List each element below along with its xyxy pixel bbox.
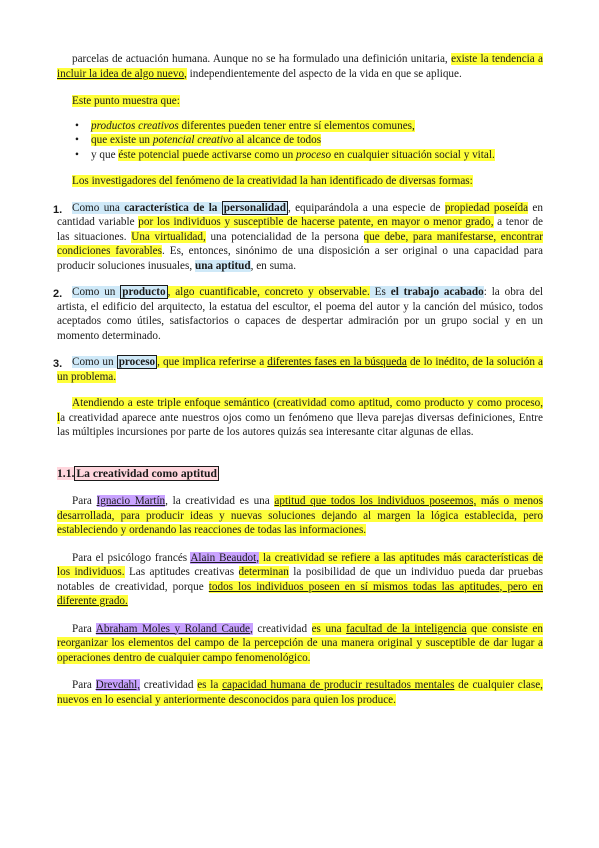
moles-paragraph bbox=[57, 622, 543, 666]
martin-aptitud: aptitud que todos los individuos poseemos, bbox=[274, 495, 477, 507]
bullet-3-highlight bbox=[118, 149, 494, 161]
bullet-1-text: diferentes pueden tener entre sí elementos comunes, bbox=[178, 119, 415, 132]
item-3-text: , que implica referirse a bbox=[157, 356, 268, 368]
item-1-text-2: en cantidad variable bbox=[57, 201, 543, 228]
moles-name: Abraham Moles y Roland Caude, bbox=[95, 622, 253, 635]
item-1-number: 1. bbox=[53, 203, 63, 216]
beaudot-paragraph bbox=[57, 551, 543, 609]
item-1-virtualidad: Una virtualidad, bbox=[131, 230, 206, 243]
investigadores-paragraph bbox=[57, 174, 543, 189]
beaudot-lead: Para el psicólogo francés bbox=[72, 551, 191, 564]
item-3-lead: Como un bbox=[72, 356, 117, 368]
bullet-2-highlight bbox=[91, 134, 321, 146]
item-1-condiciones: que debe, para manifestarse, encontrar condiciones favorables bbox=[57, 230, 544, 257]
item-1-individuos: por los individuos y susceptible de hacerse patente, en mayor o menor grado, bbox=[138, 216, 494, 228]
item-1-text: , equiparándola a una especie de bbox=[287, 201, 445, 214]
document-page bbox=[53, 52, 544, 707]
item-2-es: Es bbox=[369, 286, 391, 298]
item-1-text-5: . Es, entonces, sinónimo de una disposición a ser original o una capacidad para producir soluciones inusuales, bbox=[57, 245, 543, 272]
item-1-end: , en suma. bbox=[250, 259, 296, 272]
section-heading-highlight bbox=[57, 467, 219, 480]
moles-text: creatividad bbox=[252, 622, 312, 635]
drevdahl-capacidad: capacidad humana de producir resultados mentales bbox=[222, 679, 455, 691]
punto-text: Este punto muestra que: bbox=[72, 95, 180, 107]
bullet-3-text: éste potencial puede activarse como un bbox=[118, 148, 297, 161]
item-3-end: de lo inédito, de la solución a un problema. bbox=[57, 356, 544, 383]
item-1-propiedad: propiedad poseída bbox=[444, 201, 529, 214]
bullet-2-italic: potencial creativo bbox=[152, 134, 234, 146]
item-2-highlight-a bbox=[72, 286, 168, 298]
beaudot-determinan: determinan bbox=[238, 566, 289, 578]
bullet-marker: • bbox=[75, 134, 79, 146]
martin-end: más o menos desarrollada, para producir ideas y nuevas soluciones dejando al margen la lógica establecida, pero estableciendo y ordenando las reacciones de todas las informaciones. bbox=[57, 495, 543, 536]
item-2-lead: Como un bbox=[72, 286, 121, 298]
item-2-paragraph bbox=[53, 285, 544, 343]
martin-lead: Para bbox=[72, 495, 97, 507]
item-3-paragraph bbox=[53, 355, 544, 384]
beaudot-text-2: la posibilidad de que un individuo pueda dar pruebas notables de creatividad, porque bbox=[57, 566, 543, 593]
drevdahl-end: de cualquier clase, nuevos en lo esencial y anteriormente desconocidos para quien los produce. bbox=[57, 679, 543, 706]
item-3-highlight-a bbox=[72, 356, 157, 368]
item-1-highlight-a bbox=[72, 202, 288, 214]
bullet-1-highlight bbox=[91, 120, 415, 132]
beaudot-highlight: la creatividad se refiere a las aptitudes más características de los individuos. bbox=[57, 551, 544, 578]
drevdahl-text: creatividad bbox=[140, 679, 198, 691]
intro-end: independientemente del aspecto de la vida en que se aplique. bbox=[189, 67, 462, 80]
atendiendo-text: a creatividad aparece ante nuestros ojos como un fenómeno que lleva parejas diversas definiciones, Entre las múltiples incursiones por parte de los autores quizás sea interesante citar algunas de ellas. bbox=[57, 411, 543, 438]
moles-facultad: facultad de la inteligencia bbox=[346, 622, 467, 635]
item-1-bold: característica de la bbox=[124, 201, 222, 214]
item-2-cuantificable: , algo cuantificable, concreto y observable. bbox=[167, 286, 370, 298]
drevdahl-paragraph bbox=[57, 678, 543, 707]
item-2-number: 2. bbox=[53, 288, 63, 300]
bullet-3-text-end: en cualquier situación social y vital. bbox=[331, 148, 495, 161]
martin-name: Ignacio Martín bbox=[96, 495, 166, 507]
bullet-2-text-end: al alcance de todos bbox=[233, 134, 322, 146]
item-2-text: : la obra del artista, el edificio del arquitecto, la estatua del escultor, el poema del autor y la canción del músico, todos aceptados como útiles, satisfactorios o capaces de despertar admiración por un grupo social y en un momento determinado. bbox=[57, 286, 544, 342]
item-1-text-3: a tenor de las situaciones. bbox=[57, 216, 543, 243]
bullet-1-italic: productos creativos bbox=[91, 119, 179, 132]
bullet-marker: • bbox=[75, 148, 79, 161]
intro-paragraph bbox=[57, 52, 543, 81]
item-1-boxed-term: personalidad bbox=[223, 201, 286, 214]
section-title: La creatividad como aptitud bbox=[76, 466, 217, 480]
item-2-boxed-term: producto bbox=[122, 286, 166, 298]
bullet-3-lead: y que bbox=[91, 148, 119, 161]
item-1-paragraph bbox=[53, 201, 544, 274]
beaudot-text: Las aptitudes creativas bbox=[124, 566, 239, 578]
bullet-marker: • bbox=[75, 119, 79, 132]
moles-es: es una bbox=[311, 622, 347, 635]
list-item bbox=[75, 119, 543, 134]
intro-new-idea: incluir la idea de algo nuevo, bbox=[57, 67, 187, 80]
intro-text: parcelas de actuación humana. Aunque no se ha formulado una definición unitaria, bbox=[72, 53, 448, 65]
drevdahl-name: Drevdahl, bbox=[95, 679, 141, 691]
drevdahl-lead: Para bbox=[72, 679, 96, 691]
atendiendo-paragraph bbox=[57, 396, 543, 440]
list-item bbox=[75, 148, 543, 163]
item-1-aptitud: una aptitud bbox=[194, 259, 251, 272]
moles-end: que consiste en reorganizar los elementos del campo de la percepción de una manera original y susceptible de dar lugar a operaciones dentro de cualquier campo fenomenológico. bbox=[57, 622, 543, 664]
martin-paragraph bbox=[57, 494, 543, 538]
intro-tendency: existe la tendencia a bbox=[451, 53, 544, 65]
section-number: 1.1. bbox=[57, 466, 75, 480]
item-3-boxed-term: proceso bbox=[118, 356, 156, 368]
section-heading bbox=[57, 467, 543, 482]
item-1-text-4: una potencialidad de la persona bbox=[205, 230, 364, 243]
atendiendo-highlight: Atendiendo a este triple enfoque semántico (creatividad como aptitud, como producto y como proceso, l bbox=[57, 397, 543, 424]
item-2-highlight-b bbox=[370, 286, 484, 298]
list-item bbox=[75, 133, 543, 148]
item-2-bold: el trabajo acabado bbox=[390, 286, 484, 298]
beaudot-end: todos los individuos poseen en sí mismos todas las aptitudes, pero en diferente grado. bbox=[57, 580, 543, 607]
investigadores-text: Los investigadores del fenómeno de la creatividad la han identificado de diversas formas: bbox=[72, 175, 473, 187]
bullet-3-italic: proceso bbox=[296, 148, 332, 161]
martin-text: , la creatividad es una bbox=[165, 495, 275, 507]
bullet-2-text: que existe un bbox=[91, 134, 153, 146]
item-3-fases: diferentes fases en la búsqueda bbox=[267, 356, 407, 368]
punto-paragraph bbox=[57, 94, 543, 109]
bullet-list bbox=[57, 119, 543, 163]
item-3-number: 3. bbox=[53, 358, 63, 370]
beaudot-name: Alain Beaudot, bbox=[190, 551, 260, 564]
moles-lead: Para bbox=[72, 622, 96, 635]
item-1-lead: Como una bbox=[72, 201, 125, 214]
drevdahl-es: es la bbox=[197, 679, 223, 691]
